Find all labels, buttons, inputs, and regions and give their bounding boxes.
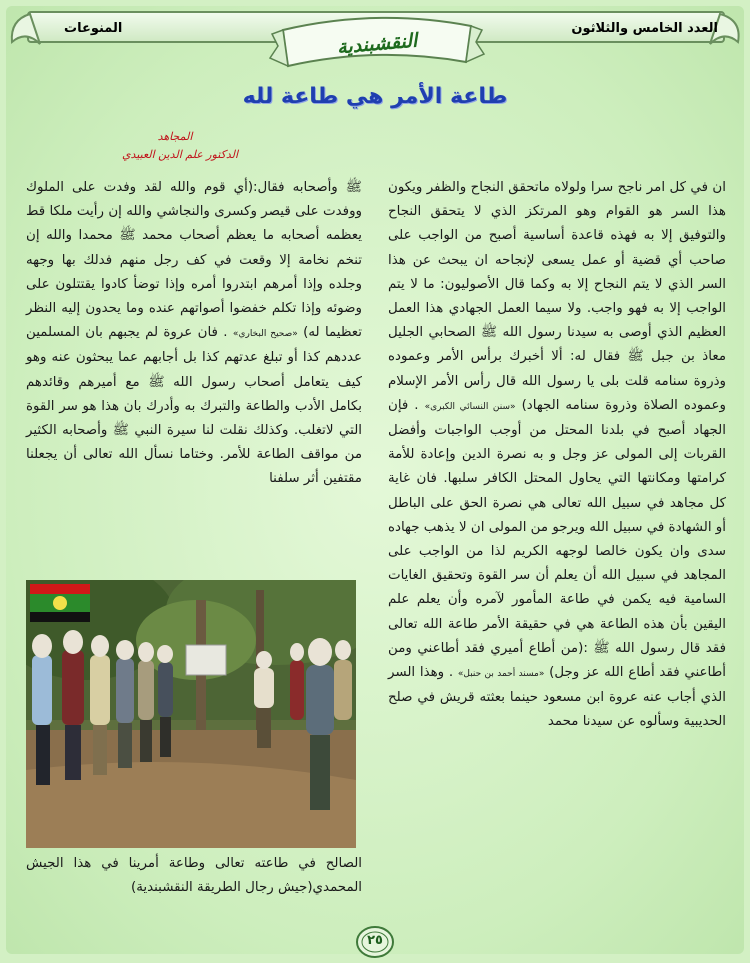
author-role: المجاهد [157,130,193,143]
paragraph-text: . فان عروة لم يجبهم بان المسلمين عددهم كذا أو تبلغ عدتهم كذا بل أجابهم عما يبحثون عنه وهو كيف يتعامل أصحاب رسول الله ﷺ مع أميرهم وقائدهم بكامل الأدب والطاعة والتبرك به وأدرك بان هذا هو سر القوة التي لاتغلب. وكذلك نقلت لنا سيرة النبي ﷺ وأصحابه الكثير من مواقف الطاعة للأمر. وختاما نسأل الله تعالى أن يجعلنا مقتفين أثر سلفنا [26,325,362,487]
left-column-bottom [26,852,362,900]
reference: «صحيح البخاري» [232,329,298,340]
page-number: ٢٥ [367,933,383,948]
paragraph [26,852,362,900]
paragraph-text: ﷺ وأصحابه فقال:(أي قوم والله لقد وفدت على الملوك ووفدت على قيصر وكسرى والنجاشي والله إن رأيت ملكا قط يعظمه أصحابه ما يعظم أصحاب محمد ﷺ محمدا والله إن تنخم نخامة إلا وقعت في كف رجل منهم فدلك بها وجهه وجلده وإذا أمرهم ابتدروا أمره وإذا توضأ كادوا يقتتلون على وضوئه وإذا تكلم خفضوا أصواتهم عنده وما يحدون إليه النظر تعظيما له) [26,180,362,341]
paragraph-text: . وهذا السر الذي أجاب عنه عروة ابن مسعود حينما بعثته قريش في صلح الحديبية وسألوه عن سيدنا محمد [388,665,726,730]
paragraph-text: . فإن الجهاد أصبح في بلدنا المحتل من أوجب الواجبات وأفضل القربات إلى المولى عز وجل و به نصرة الدين وإعادة للأمة كرامتها ومكانتها التي يحاول المحتل الكافر سلبها. فان غاية كل مجاهد في سبيل الله تعالى هي نصرة الحق على الباطل أو الشهادة في سبيل الله ويرجو من المولى ان لا يذهب جهاده سدى وان يكون خالصا لوجهه الكريم لذا من الواجب على المجاهد في سبيل الله أن يعلم أن سر القوة وتحقيق الغايات السامية فيه يكمن في طاعة المأمور لآمره وأن يعلم علم اليقين بأن هذه الطاعة هي في حقيقة الأمر طاعة الله تعالى فقد قال رسول الله ﷺ :(من أطاع أميري فقد أطاعني ومن أطاعني فقد أطاع الله عز وجل) [388,397,727,681]
page-header [0,0,750,80]
article-photo [26,580,356,848]
flag-logo-icon [30,584,90,622]
page-number-medallion-icon [355,925,395,959]
banner [283,22,471,66]
section-label: المنوعات [64,21,123,36]
article-title: طاعة الأمر هي طاعة لله [242,84,508,109]
author-name: الدكتور علم الدين العبيدي [121,148,239,161]
banner-title: النقشبندية [336,29,418,59]
paragraph-text: الصالح في طاعته تعالى وطاعة أمرينا في هذا الجيش المحمدي(جيش رجال الطريقة النقشبندية) [26,856,362,896]
photo-illustration [26,580,356,848]
issue-label: العدد الخامس والثلاثون [571,21,718,36]
paragraph [388,176,726,735]
reference: «مسند أحمد بن حنبل» [457,669,545,680]
reference: «سنن النسائي الكبرى» [424,401,516,412]
left-column-top [26,176,362,492]
right-column [388,176,726,735]
paragraph [26,176,362,492]
paragraph-text: ان في كل امر ناجح سرا ولولاه ماتحقق النجاح والظفر ويكون هذا السر هو القوام وهو المرتكز الذي لا يتحقق النجاح والتوفيق إلا به فهذه قاعدة أساسية أصبح من الواجب على صاحب أي قضية أو عمل يسعى لإنجاحه ان يبحث عن هذا السر الذي لا يتم النجاح إلا به وكما قال الأصوليون: ما لا يتم الواجب إلا به فهو واجب. ولا سيما العمل الجهادي هذا العمل العظيم الذي أوصى به سيدنا رسول الله ﷺ الصحابي الجليل معاذ بن جبل ﷺ فقال له: ألا أخبرك برأس الأمر وعموده وذروة سنامه قلت بلى يا رسول الله قال رأس الأمر الإسلام وعموده الصلاة وذروة سنامه الجهاد) [388,180,726,413]
